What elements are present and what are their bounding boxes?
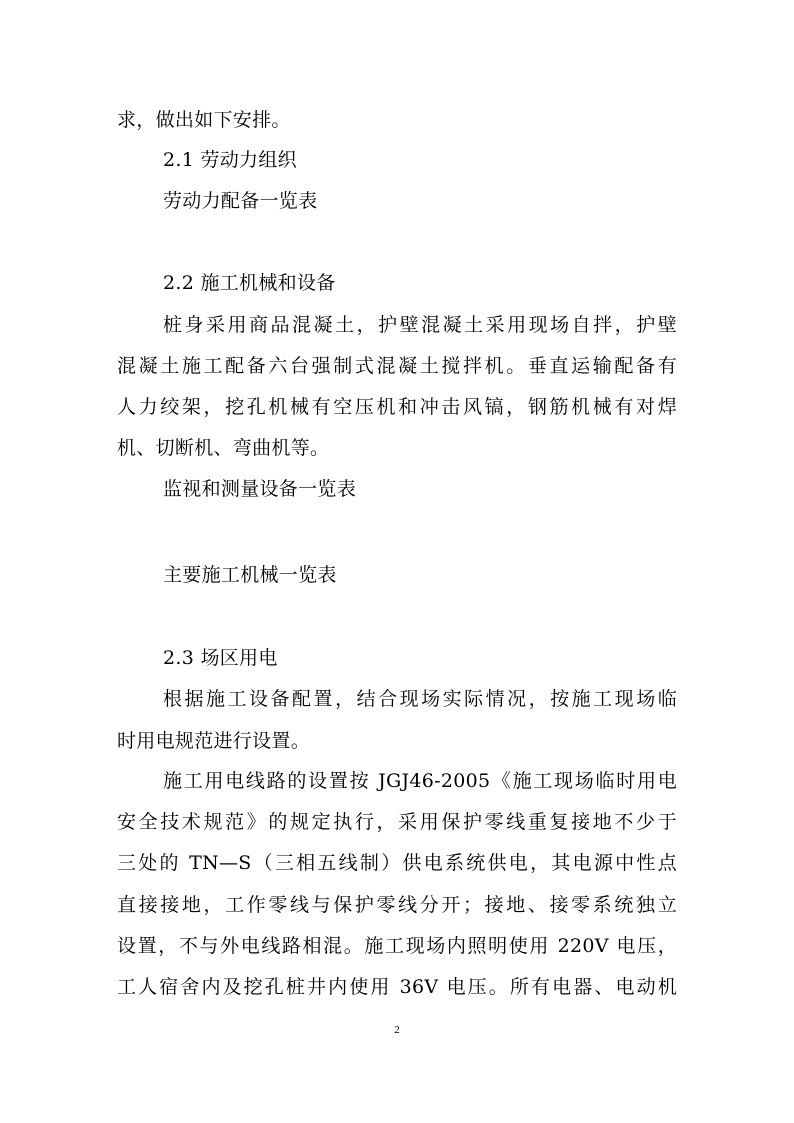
paragraph-line: 直接接地，工作零线与保护零线分开；接地、接零系统独立 [117,894,677,916]
table-caption-machinery: 主要施工机械一览表 [163,564,337,586]
text-line-1: 求，做出如下安排。 [117,109,291,131]
section-heading-2-1: 2.1 劳动力组织 [163,149,297,171]
table-caption-measurement: 监视和测量设备一览表 [163,478,357,500]
paragraph-line: 混凝土施工配备六台强制式混凝土搅拌机。垂直运输配备有 [117,355,677,377]
section-heading-2-3: 2.3 场区用电 [163,647,278,669]
paragraph-line: 安全技术规范》的规定执行，采用保护零线重复接地不少于 [117,811,677,833]
section-heading-2-2: 2.2 施工机械和设备 [163,272,336,294]
paragraph-line: 桩身采用商品混凝土，护壁混凝土采用现场自拌，护壁 [163,314,677,336]
paragraph-line: 时用电规范进行设置。 [117,730,311,752]
paragraph-line: 人力绞架，挖孔机械有空压机和冲击风镐，钢筋机械有对焊 [117,396,677,418]
table-caption-labor: 劳动力配备一览表 [163,190,318,212]
page-number: 2 [394,1024,400,1036]
paragraph-line: 机、切断机、弯曲机等。 [117,437,330,459]
paragraph-line: 设置，不与外电线路相混。施工现场内照明使用 220V 电压， [117,935,677,957]
paragraph-line: 工人宿舍内及挖孔桩井内使用 36V 电压。所有电器、电动机 [117,976,677,998]
paragraph-line: 根据施工设备配置，结合现场实际情况，按施工现场临 [163,688,677,710]
paragraph-line: 施工用电线路的设置按 JGJ46-2005《施工现场临时用电 [163,770,677,792]
paragraph-line: 三处的 TN—S（三相五线制）供电系统供电，其电源中性点 [117,852,677,874]
